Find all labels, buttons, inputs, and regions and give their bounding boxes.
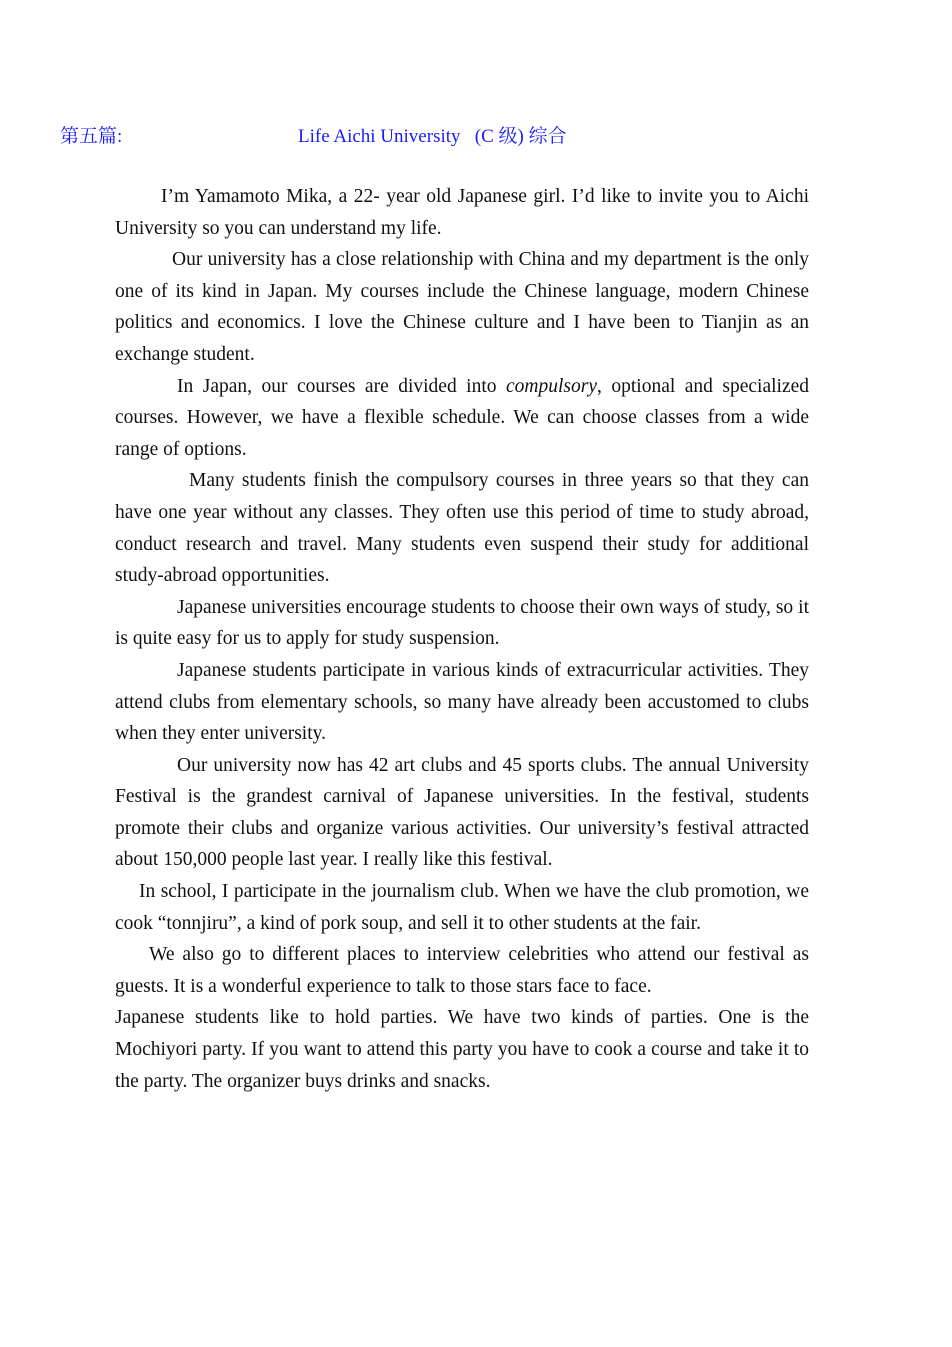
- paragraph-courses-start: In Japan, our courses are divided into: [177, 375, 506, 397]
- paragraph-courses: [115, 371, 809, 466]
- passage-number: 第五篇:: [60, 126, 123, 147]
- paragraph-department: Our university has a close relationship with China and my department is the only one of its kind in Japan. My courses include the Chinese language, modern Chinese politics and economics. I love the Chinese culture and I have been to Tianjin as an exchange student.: [115, 249, 809, 365]
- passage-body: [115, 181, 809, 1097]
- paragraph-activities: Japanese students participate in various kinds of extracurricular activities. They attend clubs from elementary schools, so many have already been accustomed to clubs when they enter university.: [115, 659, 809, 745]
- paragraph-journalism: In school, I participate in the journalism club. When we have the club promotion, we cook “tonnjiru”, a kind of pork soup, and sell it to other students at the fair.: [115, 881, 809, 934]
- passage-heading: [60, 121, 820, 151]
- paragraph-interviews: We also go to different places to interview celebrities who attend our festival as guests. It is a wonderful experience to talk to those stars face to face.: [115, 944, 809, 997]
- paragraph-courses-end: , optional and specialized courses. However, we have a flexible schedule. We can choose classes from a wide range of options.: [115, 375, 809, 460]
- paragraph-intro: I’m Yamamoto Mika, a 22- year old Japanese girl. I’d like to invite you to Aichi University so you can understand my life.: [115, 186, 809, 239]
- paragraph-parties: Japanese students like to hold parties. We have two kinds of parties. One is the Mochiyori party. If you want to attend this party you have to cook a course and take it to the party. The organizer buys drinks and snacks.: [115, 1007, 809, 1092]
- paragraph-festival: Our university now has 42 art clubs and 45 sports clubs. The annual University Festival is the grandest carnival of Japanese universities. In the festival, students promote their clubs and organize various activities. Our university’s festival attracted about 150,000 people last year. I really like this festival.: [115, 754, 809, 871]
- passage-title: Life Aichi University (C 级) 综合: [298, 126, 567, 147]
- paragraph-courses-emphasis: compulsory: [506, 375, 597, 397]
- paragraph-compulsory: Many students finish the compulsory courses in three years so that they can have one year without any classes. They often use this period of time to study abroad, conduct research and travel. Many students even suspend their study for additional study-abroad opportunities.: [115, 470, 809, 587]
- paragraph-suspension: Japanese universities encourage students to choose their own ways of study, so it is quite easy for us to apply for study suspension.: [115, 596, 809, 650]
